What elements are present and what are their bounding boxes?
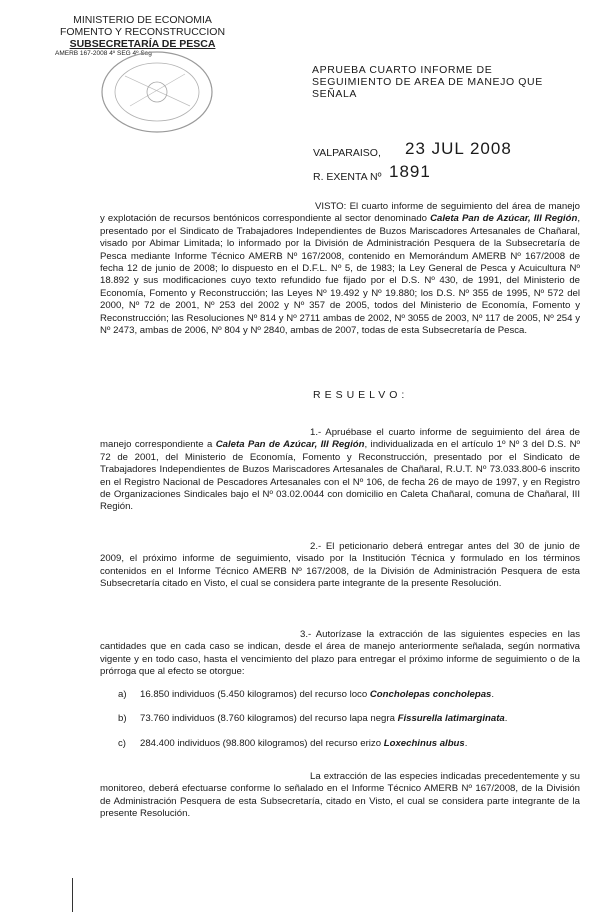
reference-code: AMERB 167-2008 4º SEG 4º Seg	[55, 50, 152, 57]
list-item: c) 284.400 individuos (98.800 kilogramos) del recurso erizo Loxechinus albus.	[118, 738, 468, 749]
date-stamp: 23 JUL 2008	[405, 139, 512, 158]
exenta-label: R. EXENTA Nº	[313, 171, 382, 183]
article-1: 1.- Apruébase el cuarto informe de seguimiento del área de manejo correspondiente a Caleta Pan de Azúcar, III Región, individualizada en el artículo 1º Nº 3 del D.S. Nº 72 de 2001, del Ministerio de Economía, Fomento y Reconstrucción, presentado por el Sindicato de Trabajadores Independientes de Buzos Mariscadores Artesanales de Chañaral, R.U.T. Nº 73.033.800-6 inscrito en el Registro Nacional de Pescadores Artesanales con el Nº 106, de fecha 26 de mayo de 1997, y en Registro de Organizaciones Sindicales bajo el Nº 03.02.0044 con domicilio en Caleta Chañaral, comuna de Chañaral, III Región.	[100, 427, 580, 513]
resolution-number: 1891	[389, 162, 431, 181]
species-name: Fissurella latimarginata	[397, 713, 505, 724]
title-line-3: SEÑALA	[312, 88, 358, 100]
list-item: b) 73.760 individuos (8.760 kilogramos) del recurso lapa negra Fissurella latimarginata.	[118, 713, 508, 724]
resuelvo-heading: RESUELVO:	[313, 389, 409, 401]
ministry-name: MINISTERIO DE ECONOMIA	[73, 14, 212, 26]
sector-name: Caleta Pan de Azúcar, III Región	[215, 439, 365, 451]
title-line-1: APRUEBA CUARTO INFORME DE	[312, 64, 493, 76]
place-label: VALPARAISO,	[313, 147, 381, 159]
article-2: 2.- El peticionario deberá entregar antes del 30 de junio de 2009, el próximo informe de seguimiento, visado por la Institución Técnica y formulado en los términos contenidos en el Informe Técnico AMERB Nº 167/2008, de la División de Administración Pesquera de esta Subsecretaría citado en Visto, el cual se considera parte integrante de la presente Resolución.	[100, 541, 580, 590]
extraction-paragraph: La extracción de las especies indicadas precedentemente y su monitoreo, deberá efectuarse conforme lo señalado en el Informe Técnico AMERB Nº 167/2008, de la División de Administración Pesquera de esta Subsecretaría, citado en Visto, el cual se considera parte integrante de la presente Resolución.	[100, 771, 580, 820]
subsecretaria-name: SUBSECRETARÍA DE PESCA	[69, 38, 216, 50]
document-title	[312, 64, 552, 100]
margin-line	[72, 878, 73, 912]
ministry-name-2: FOMENTO Y RECONSTRUCCION	[59, 26, 226, 38]
species-name: Loxechinus albus	[383, 738, 465, 749]
article-3: 3.- Autorízase la extracción de las siguientes especies en las cantidades que en cada caso se indican, desde el área de manejo anteriormente señalada, según normativa vigente y en todo caso, hasta el vencimiento del plazo para entregar el próximo informe de seguimiento o de la prórroga que al efecto se otorgue:	[100, 629, 580, 678]
visto-paragraph: VISTO: El cuarto informe de seguimiento del área de manejo y explotación de recursos bentónicos correspondiente al sector denominado Caleta Pan de Azúcar, III Región, presentado por el Sindicato de Trabajadores Independientes de Buzos Mariscadores Artesanales de Chañaral, visado por Abimar Limitada; lo informado por la División de Administración Pesquera de la Subsecretaría de Pesca mediante Informe Técnico AMERB Nº 167/2008, contenido en Memorándum AMERB Nº 167/2008 de fecha 12 de junio de 2008; lo dispuesto en el D.F.L. Nº 5, de 1983; la Ley General de Pesca y Acuicultura Nº 18.892 y sus modificaciones cuyo texto refundido fue fijado por el D.S. Nº 430, de 1991, del Ministerio de Economía, Fomento y Reconstrucción; las Leyes Nº 19.492 y Nº 19.880; los D.S. Nº 355 de 1995, Nº 572 del 2000, Nº 72 de 2001, Nº 253 del 2002 y Nº 357 de 2005, todos del Ministerio de Economía, Fomento y Reconstrucción; las Resoluciones Nº 814 y Nº 2711 ambas de 2002, Nº 3055 de 2003, Nº 117 de 2005, Nº 254 y Nº 2473, ambas de 2006, Nº 804 y Nº 2840, ambas de 2007, todas de esta Subsecretaría de Pesca.	[100, 201, 580, 337]
official-seal-stamp	[95, 46, 220, 138]
visto-lead: VISTO:	[315, 201, 347, 212]
sector-name: Caleta Pan de Azúcar, III Región	[430, 213, 578, 225]
title-line-2: SEGUIMIENTO DE AREA DE MANEJO QUE	[312, 76, 543, 88]
list-item: a) 16.850 individuos (5.450 kilogramos) del recurso loco Concholepas concholepas.	[118, 689, 495, 700]
species-name: Concholepas concholepas	[369, 689, 492, 700]
